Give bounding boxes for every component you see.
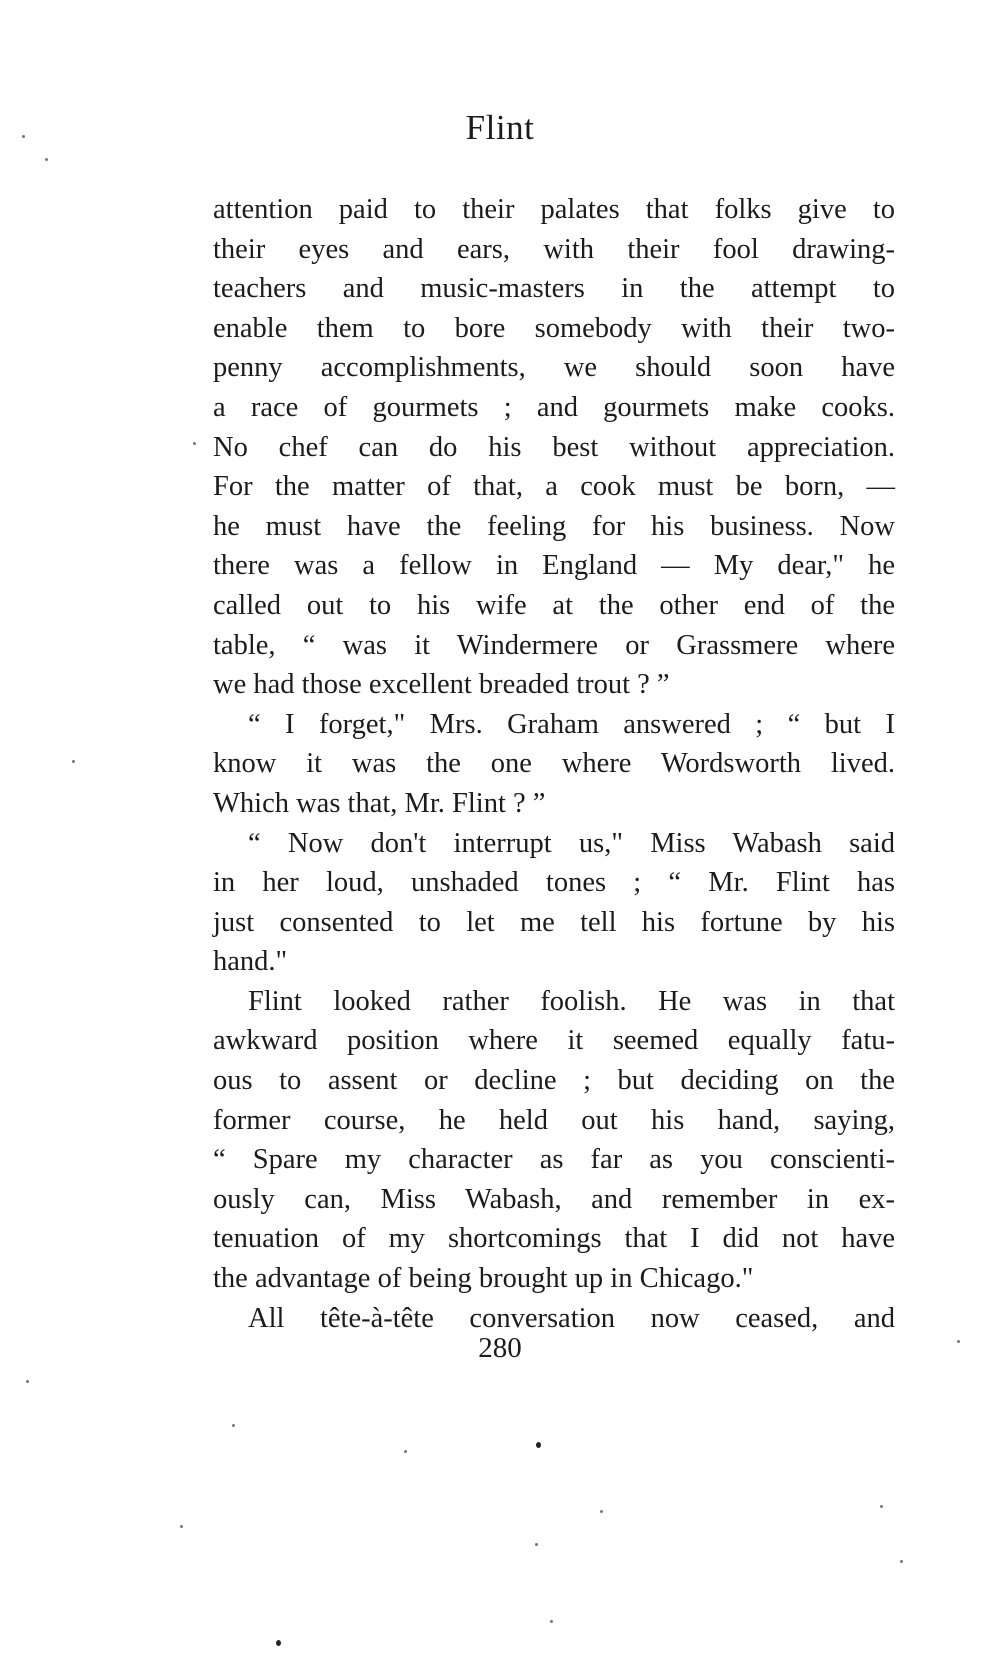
scan-speck bbox=[232, 1424, 235, 1427]
paragraph bbox=[213, 824, 895, 982]
text-line: enable them to bore somebody with their two- bbox=[213, 312, 895, 344]
text-line: ously can, Miss Wabash, and remember in ex- bbox=[213, 1183, 895, 1215]
body-text bbox=[213, 190, 895, 1338]
text-line: No chef can do his best without appreciation. bbox=[213, 431, 895, 463]
text-line: awkward position where it seemed equally fatu- bbox=[213, 1025, 895, 1057]
text-line: called out to his wife at the other end of the bbox=[213, 589, 895, 621]
scan-speck bbox=[404, 1450, 407, 1453]
scan-speck bbox=[72, 760, 75, 763]
scan-speck bbox=[276, 1640, 281, 1646]
running-head: Flint bbox=[465, 108, 535, 147]
text-line: there was a fellow in England — My dear," he bbox=[213, 550, 895, 582]
page-number: 280 bbox=[478, 1332, 522, 1364]
text-line: tenuation of my shortcomings that I did not have bbox=[213, 1223, 895, 1255]
scan-speck bbox=[26, 1380, 29, 1383]
scan-speck bbox=[180, 1525, 183, 1528]
paragraph bbox=[213, 190, 895, 705]
text-line: “ I forget," Mrs. Graham answered ; “ but I bbox=[248, 708, 895, 740]
paragraph bbox=[213, 705, 895, 824]
scan-speck bbox=[880, 1505, 883, 1508]
scan-speck bbox=[22, 135, 25, 138]
text-line: a race of gourmets ; and gourmets make cooks. bbox=[213, 391, 895, 423]
text-line: hand." bbox=[213, 946, 288, 978]
paragraph bbox=[213, 982, 895, 1299]
text-line: their eyes and ears, with their fool drawing- bbox=[213, 233, 895, 265]
text-line: just consented to let me tell his fortune by his bbox=[213, 906, 895, 938]
text-line: “ Now don't interrupt us," Miss Wabash said bbox=[248, 827, 895, 859]
text-line: the advantage of being brought up in Chicago." bbox=[213, 1263, 754, 1295]
text-line: For the matter of that, a cook must be born, — bbox=[213, 471, 895, 503]
text-line: Flint looked rather foolish. He was in that bbox=[248, 985, 895, 1017]
scan-speck bbox=[45, 158, 48, 161]
text-line: All tête-à-tête conversation now ceased, and bbox=[248, 1302, 895, 1334]
text-line: former course, he held out his hand, saying, bbox=[213, 1104, 895, 1136]
text-line: teachers and music-masters in the attempt to bbox=[213, 273, 895, 305]
scan-speck bbox=[535, 1543, 538, 1546]
text-line: “ Spare my character as far as you conscienti- bbox=[213, 1144, 895, 1176]
scan-speck bbox=[536, 1442, 541, 1448]
text-line: in her loud, unshaded tones ; “ Mr. Flint has bbox=[213, 867, 895, 899]
scan-speck bbox=[957, 1340, 960, 1343]
scan-speck bbox=[600, 1510, 603, 1513]
scan-speck bbox=[900, 1560, 903, 1563]
scan-speck bbox=[550, 1620, 553, 1623]
text-line: ous to assent or decline ; but deciding on the bbox=[213, 1065, 895, 1097]
text-line: penny accomplishments, we should soon have bbox=[213, 352, 895, 384]
text-line: know it was the one where Wordsworth lived. bbox=[213, 748, 895, 780]
text-line: table, “ was it Windermere or Grassmere where bbox=[213, 629, 895, 661]
scan-speck bbox=[193, 442, 196, 445]
text-line: Which was that, Mr. Flint ? ” bbox=[213, 787, 546, 819]
text-line: we had those excellent breaded trout ? ” bbox=[213, 669, 670, 701]
text-line: attention paid to their palates that folks give to bbox=[213, 194, 895, 225]
text-line: he must have the feeling for his business. Now bbox=[213, 510, 895, 542]
